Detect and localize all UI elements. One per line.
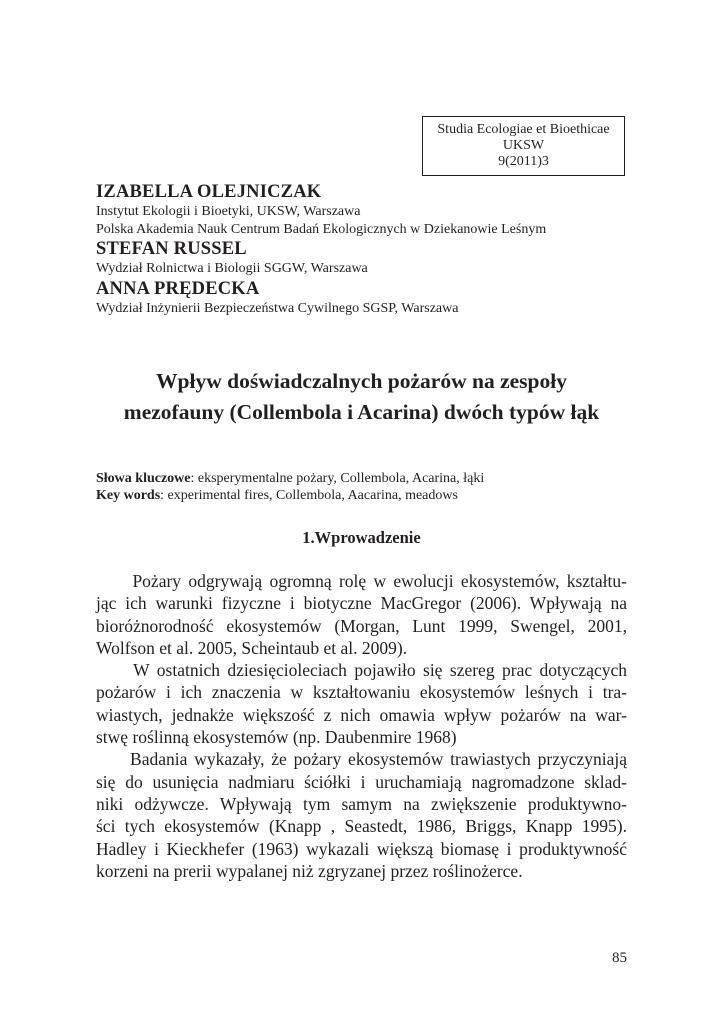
author-name: ANNA PRĘDECKA — [96, 278, 260, 299]
author-affiliation: Wydział Inżynierii Bezpieczeństwa Cywilnego SGSP, Warszawa — [96, 300, 459, 316]
keywords-polish-label: Słowa kluczowe — [96, 471, 191, 486]
keywords-polish — [96, 470, 656, 487]
text-line: pożarów i ich znaczenia w kształtowaniu ekosystemów leśnych i tra- — [96, 682, 627, 703]
author-name: IZABELLA OLEJNICZAK — [96, 182, 322, 202]
text-line: niki odżywcze. Wpływają tym samym na zwiększenie produktywno- — [96, 793, 627, 814]
author-affiliation: Polska Akademia Nauk Centrum Badań Ekologicznych w Dziekanowie Leśnym — [96, 221, 547, 237]
text-line: wiastych, jednakże większość z nich omawia wpływ pożarów na war- — [96, 704, 627, 725]
author-affiliation: Wydział Rolnictwa i Biologii SGGW, Warszawa — [96, 261, 368, 276]
paper-title-line: Wpływ doświadczalnych pożarów na zespoły — [156, 369, 567, 393]
author-name: STEFAN RUSSEL — [96, 239, 247, 259]
keywords-polish-text: : eksperymentalne pożary, Collembola, Acarina, łąki — [190, 471, 485, 486]
text-line: ści tych ekosystemów (Knapp , Seastedt, 1986, Briggs, Knapp 1995). — [96, 816, 627, 837]
paper-title-line: mezofauny (Collembola i Acarina) dwóch typów łąk — [123, 400, 600, 424]
text-line: Badania wykazały, że pożary ekosystemów trawiastych przyczyniają — [96, 749, 627, 770]
text-line: stwę roślinną ekosystemów (np. Daubenmire 1968) — [96, 727, 457, 748]
journal-name: Studia Ecologiae et Bioethicae — [437, 122, 610, 137]
paper-title — [60, 366, 663, 428]
keywords-english — [96, 487, 656, 504]
paragraph — [96, 570, 627, 659]
journal-publisher: UKSW — [502, 138, 545, 153]
author-affiliation: Instytut Ekologii i Bioetyki, UKSW, Warszawa — [96, 204, 361, 219]
paragraph — [96, 659, 627, 748]
text-line: jąc ich warunki fizyczne i biotyczne MacGregor (2006). Wpływają na — [96, 593, 627, 614]
paragraph — [96, 748, 627, 882]
text-line: korzeni na prerii wypalanej niż zgryzanej przez roślinożerce. — [96, 860, 523, 881]
authors-block — [96, 181, 656, 317]
page-number: 85 — [612, 950, 627, 966]
section-heading: 1.Wprowadzenie — [302, 528, 421, 547]
keywords-block — [96, 470, 656, 504]
journal-info-box — [422, 116, 625, 176]
keywords-english-label: Key words — [96, 488, 161, 503]
journal-issue: 9(2011)3 — [498, 154, 549, 169]
text-line: Hadley i Kieckhefer (1963) wykazali większą biomasę i produktywność — [96, 838, 627, 859]
text-line: W ostatnich dziesięcioleciach pojawiło się szereg prac dotyczących — [96, 660, 627, 681]
body-text — [96, 570, 627, 882]
text-line: bioróżnorodność ekosystemów (Morgan, Lunt 1999, Swengel, 2001, — [96, 615, 627, 636]
text-line: się do usunięcia nadmiaru ściółki i uruchamiają nagromadzone sklad- — [96, 771, 627, 792]
text-line: Wolfson et al. 2005, Scheintaub et al. 2009). — [96, 637, 408, 658]
keywords-english-text: : experimental fires, Collembola, Aacarina, meadows — [160, 488, 458, 503]
text-line: Pożary odgrywają ogromną rolę w ewolucji ekosystemów, kształtu- — [96, 571, 627, 591]
